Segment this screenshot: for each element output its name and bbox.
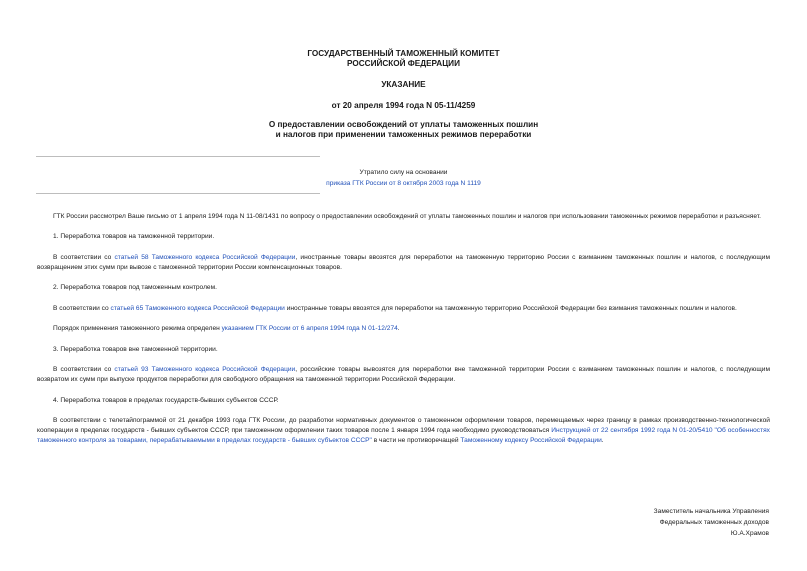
text-fragment: В соответствии со (53, 365, 115, 373)
title-line-2: и налогов при применении таможенных режимов переработки (275, 130, 532, 139)
text-fragment: В соответствии со (53, 253, 115, 261)
revocation-note (0, 167, 807, 189)
document-title (0, 120, 807, 140)
text-fragment: , российские товары вывозятся для переработки вне таможенной территории России с взиманием таможенных пошлин и налогов, с последующим возвратом их сумм при выпуске продуктов переработки для свободного обращения на таможенной территории Российской Федерации. (37, 365, 770, 384)
paragraph-article-58 (37, 253, 770, 273)
paragraph-intro: ГТК России рассмотрел Ваше письмо от 1 апреля 1994 года N 11-08/1431 по вопросу о предоставлении освобождений от уплаты таможенных пошлин и налогов при использовании таможенных режимов переработки и разъясняет. (53, 213, 761, 220)
link-customs-code[interactable]: Таможенному кодексу Российской Федерации (460, 437, 602, 445)
section-heading-1: 1. Переработка товаров на таможенной территории. (53, 233, 215, 241)
text-fragment: иностранные товары ввозятся для переработки на таможенную территорию Российской Федерации без взимания таможенных пошлин и налогов. (284, 304, 737, 312)
issuing-authority (0, 49, 807, 69)
divider-top (36, 156, 320, 157)
text-fragment: . (397, 325, 400, 333)
paragraph-procedure (37, 324, 770, 334)
link-article-58[interactable]: статьей 58 Таможенного кодекса Российской Федерации (114, 253, 296, 261)
link-instruction-5410[interactable]: Инструкцией от 22 сентября 1992 года N 01-20/5410 "Об особенностях таможенного контроля за товарами, перерабатываемыми в пределах государств - бывших субъектов СССР" (37, 427, 770, 445)
section-heading-2: 2. Переработка товаров под таможенным контролем. (53, 284, 217, 292)
signatory-position-2: Федеральных таможенных доходов (659, 519, 769, 526)
link-article-93[interactable]: статьей 93 Таможенного кодекса Российской Федерации (114, 365, 296, 373)
paragraph-article-93 (37, 365, 770, 385)
section-heading-4: 4. Переработка товаров в пределах государств-бывших субъектов СССР. (53, 396, 279, 404)
link-article-65[interactable]: статьей 65 Таможенного кодекса Российской Федерации (110, 304, 285, 312)
text-fragment: В соответствии с телетайпограммой от 21 декабря 1993 года ГТК России, до разработки нормативных документов о таможенном оформлении товаров, перемещаемых через границу в рамках производственно-технологической кооперации в пределах государств - бывших субъектов СССР, при таможенном оформлении таких товаров после 1 января 1994 года необходимо руководствоваться (37, 416, 770, 435)
paragraph-cis-processing (37, 416, 770, 447)
divider-bottom (36, 193, 320, 194)
text-fragment: Порядок применения таможенного режима определен (53, 325, 222, 333)
authority-line-2: РОССИЙСКОЙ ФЕДЕРАЦИИ (347, 59, 460, 68)
document-type: УКАЗАНИЕ (381, 80, 426, 89)
text-fragment: в части не противоречащей (371, 437, 461, 445)
document-date: от 20 апреля 1994 года N 05-11/4259 (331, 101, 476, 110)
document-body (37, 212, 770, 457)
text-fragment: . (601, 437, 604, 445)
text-fragment: , иностранные товары ввозятся для переработки на таможенную территорию России с взиманием таможенных пошлин и налогов, с последующим возвращением этих сумм при вывозе с таможенной территории России компенсационных товаров. (37, 253, 770, 271)
authority-line-1: ГОСУДАРСТВЕННЫЙ ТАМОЖЕННЫЙ КОМИТЕТ (307, 49, 500, 58)
section-heading-3: 3. Переработка товаров вне таможенной территории. (53, 345, 218, 353)
revocation-link[interactable]: приказа ГТК России от 8 октября 2003 года N 1119 (326, 180, 481, 187)
paragraph-article-65 (37, 304, 770, 314)
text-fragment: В соответствии со (53, 304, 111, 312)
title-line-1: О предоставлении освобождений от уплаты таможенных пошлин (268, 120, 539, 129)
signatory-name: Ю.А.Храмов (730, 530, 769, 537)
revocation-text: Утратило силу на основании (359, 169, 448, 176)
signature-block (654, 506, 769, 539)
link-instruction-274[interactable]: указанием ГТК России от 6 апреля 1994 года N 01-12/274 (221, 325, 398, 333)
signatory-position-1: Заместитель начальника Управления (653, 508, 769, 515)
